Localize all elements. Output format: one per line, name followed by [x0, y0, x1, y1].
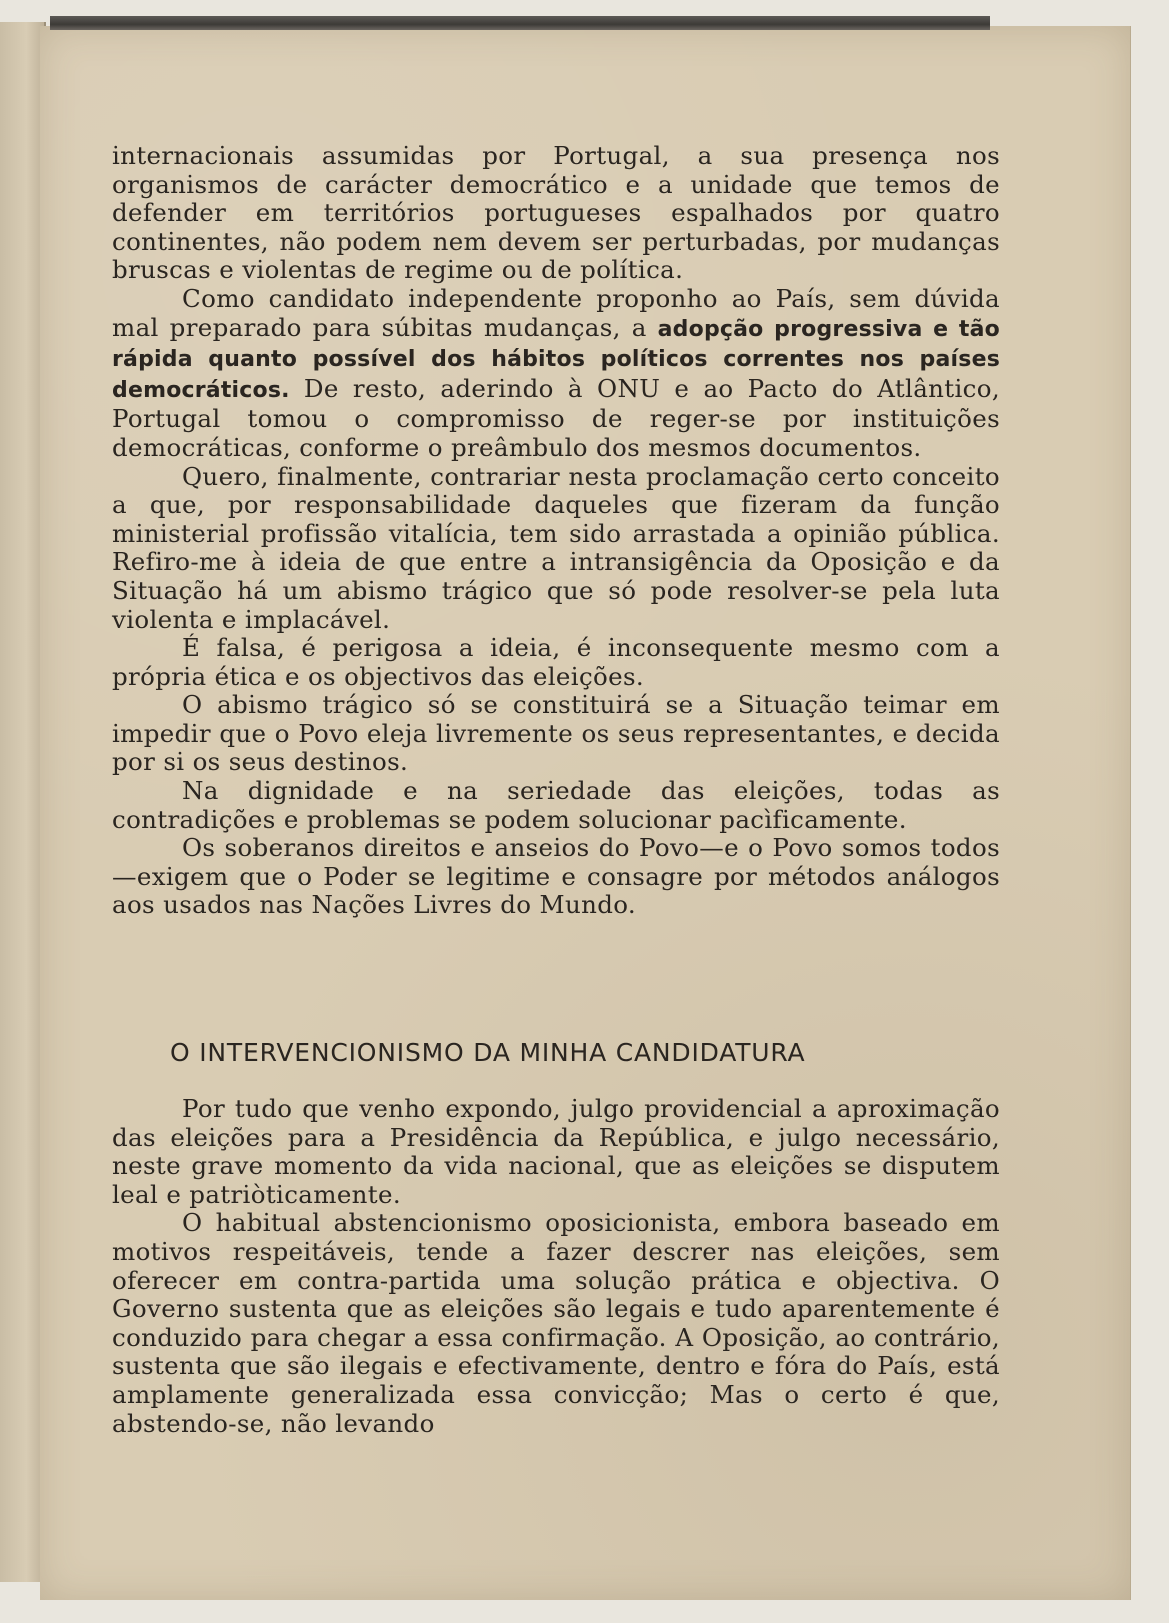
paragraph-8 [112, 1095, 1000, 1209]
paragraph-7 [112, 834, 1000, 920]
paragraph-8-text: Por tudo que venho expondo, julgo providencial a aproximação das eleições para a Presidência da República, e julgo necessário, neste grave momento da vida nacional, que as eleições se disputem leal e patriòticamente. [112, 1094, 1000, 1209]
paragraph-5 [112, 691, 1000, 777]
paragraph-7-text: Os soberanos direitos e anseios do Povo—e o Povo somos todos—exigem que o Poder se legitime e consagre por métodos análogos aos usados nas Nações Livres do Mundo. [112, 833, 1000, 920]
paragraph-2-text-after: De resto, aderindo à ONU e ao Pacto do Atlântico, Portugal tomou o compromisso de reger-se por instituições democráticas, conforme o preâmbulo dos mesmos documentos. [112, 373, 1000, 462]
paragraph-6 [112, 777, 1000, 834]
body-section-2 [112, 1095, 1000, 1438]
paragraph-9 [112, 1209, 1000, 1438]
paragraph-2 [112, 285, 1000, 463]
paragraph-4-text: É falsa, é perigosa a ideia, é inconsequente mesmo com a própria ética e os objectivos das eleições. [112, 633, 1000, 691]
paragraph-1-text: internacionais assumidas por Portugal, a sua presença nos organismos de carácter democrático e a unidade que temos de defender em territórios portugueses espalhados por quatro continentes, não podem nem devem ser perturbadas, por mudanças bruscas e violentas de regime ou de política. [112, 141, 1000, 285]
paragraph-3-text: Quero, finalmente, contrariar nesta proclamação certo conceito a que, por responsabilidade daqueles que fizeram da função ministerial profissão vitalícia, tem sido arrastada a opinião pública. Refiro-me à ideia de que entre a intransigência da Oposição e da Situação há um abismo trágico que só pode resolver-se pela luta violenta e implacável. [112, 461, 1000, 634]
top-binding-strip [50, 16, 990, 30]
paragraph-2-bold-text: adopção progressiva e tão rápida quanto possível dos hábitos políticos correntes nos países democráticos. [112, 316, 1001, 403]
section-heading: O INTERVENCIONISMO DA MINHA CANDIDATURA [170, 1038, 806, 1067]
paragraph-4 [112, 634, 1000, 691]
paragraph-6-text: Na dignidade e na seriedade das eleições, todas as contradições e problemas se podem solucionar pacìficamente. [112, 776, 1000, 834]
paragraph-5-text: O abismo trágico só se constituirá se a Situação teimar em impedir que o Povo eleja livremente os seus representantes, e decida por si os seus destinos. [112, 690, 1000, 777]
paragraph-9-text: O habitual abstencionismo oposicionista, embora baseado em motivos respeitáveis, tende a fazer descrer nas eleições, sem oferecer em contra-partida uma solução prática e objectiva. O Governo sustenta que as eleições são legais e tudo aparentemente é conduzido para chegar a essa confirmação. A Oposição, ao contrário, sustenta que são ilegais e efectivamente, dentro e fóra do País, está amplamente generalizada essa convicção; Mas o certo é que, abstendo-se, não levando [112, 1208, 1000, 1438]
paragraph-1 [112, 142, 1000, 285]
body-section-1 [112, 142, 1000, 920]
paragraph-2-text-before: Como candidato independente proponho ao País, sem dúvida mal preparado para súbitas mudanças, a [112, 283, 1000, 342]
paragraph-3 [112, 463, 1000, 635]
